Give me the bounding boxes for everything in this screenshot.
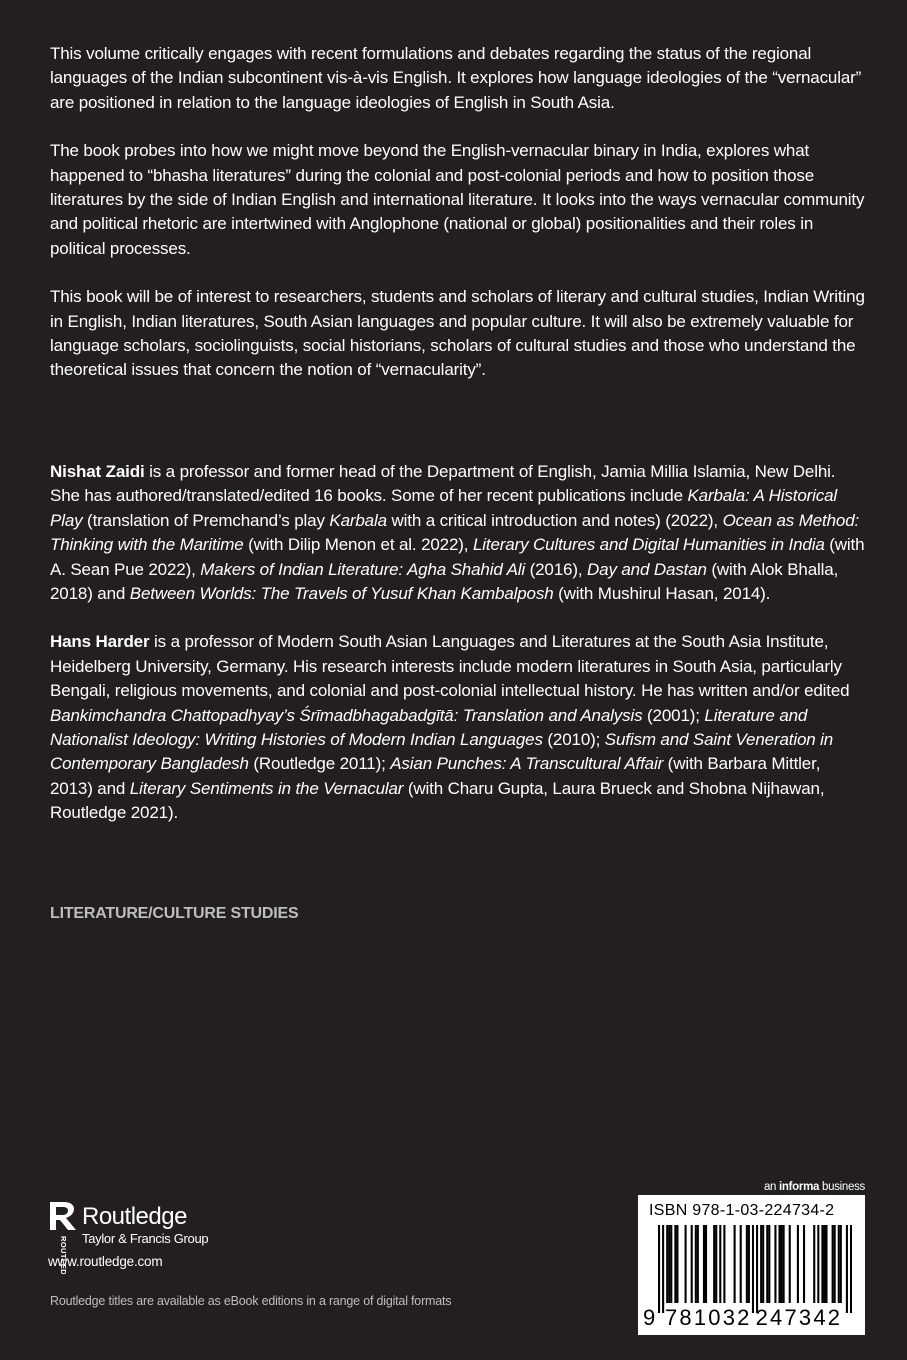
- barcode-bar: [781, 1225, 783, 1303]
- barcode-bar: [695, 1225, 697, 1303]
- isbn-label: ISBN 978-1-03-224734-2: [649, 1202, 835, 1219]
- barcode-bar: [817, 1225, 819, 1303]
- barcode-bar: [762, 1225, 764, 1303]
- barcode-bar: [789, 1225, 791, 1303]
- barcode-bar: [719, 1225, 721, 1303]
- publisher-url[interactable]: www.routledge.com: [48, 1254, 163, 1269]
- informa-business-tagline: an informa business: [763, 1181, 865, 1193]
- book-title: Bankimchandra Chattopadhyay’s Śrīmadbhagabadgītā: Translation and Analysis: [50, 705, 643, 725]
- barcode-bar: [713, 1225, 715, 1303]
- barcode-bar: [832, 1225, 834, 1303]
- isbn-barcode: [638, 1195, 865, 1335]
- book-title: Literary Sentiments in the Vernacular: [129, 778, 404, 798]
- barcode-bar: [840, 1225, 842, 1303]
- barcode-bar: [662, 1225, 664, 1313]
- barcode-bar: [715, 1225, 717, 1303]
- barcode-bar: [766, 1225, 768, 1303]
- description-paragraph-3: This book will be of interest to researchers, students and scholars of literary and cultural studies, Indian Writing in English, Indian literatures, South Asian languages and popular culture. It will also be extremely valuable for language scholars, sociolinguists, social historians, scholars of cultural studies and those who understand the theoretical issues that concern the notion of “vernacularity”.: [50, 287, 865, 380]
- barcode-bar: [723, 1225, 725, 1303]
- description-paragraph-1: This volume critically engages with recent formulations and debates regarding the status of the regional languages of the Indian subcontinent vis-à-vis English. It explores how language ideologies of the “vernacular” are positioned in relation to the language ideologies of English in South Asia.: [50, 44, 862, 112]
- barcode-bar: [803, 1225, 805, 1303]
- book-title: Literary Cultures and Digital Humanities in India: [472, 535, 825, 555]
- bio-hans-harder: Hans Harder is a professor of Modern South Asian Languages and Literatures at the South Asia Institute, Heidelberg University, Germany. His research interests include modern literatures in South Asia, particularly Bengali, religious movements, and colonial and post-colonial intellectual history. He has written and/or edited Bankimchandra Chattopadhyay’s Śrīmadbhagabadgītā: Translation and Analysis (2001); Literature and Nationalist Ideology: Writing Histories of Modern Indian Languages (2010); Sufism and Saint Veneration in Contemporary Bangladesh (Routledge 2011); Asian Punches: A Transcultural Affair (with Barbara Mittler, 2013) and Literary Sentiments in the Vernacular (with Charu Gupta, Laura Brueck and Shobna Nijhawan, Routledge 2021).: [50, 632, 850, 823]
- author-name: Nishat Zaidi: [50, 462, 145, 481]
- barcode-bar: [746, 1225, 748, 1303]
- barcode-bar: [813, 1225, 815, 1303]
- barcode-digits: 9 781032 247342: [643, 1305, 843, 1330]
- barcode-bar: [825, 1225, 827, 1303]
- description-paragraph-2: The book probes into how we might move beyond the English-vernacular binary in India, explores what happened to “bhasha literatures” during the colonial and post-colonial periods and how to position those literatures by the side of Indian English and international literature. It looks into the ways vernacular community and political rhetoric are intertwined with Anglophone (national or global) positionalities and their roles in political processes.: [50, 141, 865, 258]
- publisher-group: Taylor & Francis Group: [82, 1231, 209, 1246]
- book-title: Karbala: A Historical Play: [50, 486, 838, 530]
- barcode-bar: [668, 1225, 670, 1303]
- barcode-bar: [658, 1225, 660, 1313]
- barcode-bar: [821, 1225, 823, 1303]
- book-title: Literature and Nationalist Ideology: Writing Histories of Modern Indian Languages: [50, 705, 808, 750]
- barcode-bar: [670, 1225, 672, 1303]
- barcode-bar: [685, 1225, 687, 1303]
- barcode-bar: [783, 1225, 785, 1303]
- barcode-bar: [666, 1225, 668, 1303]
- vertical-brand-text: ROUTLEDGE: [59, 1236, 68, 1274]
- barcode-bar: [846, 1225, 848, 1313]
- book-title: Karbala: [329, 510, 387, 530]
- barcode-bar: [691, 1225, 693, 1303]
- barcode-bar: [748, 1225, 750, 1303]
- barcode-bar: [838, 1225, 840, 1303]
- barcode-bar: [676, 1225, 678, 1303]
- book-title: Day and Dastan: [587, 559, 707, 579]
- book-description: [50, 42, 865, 407]
- bio-nishat-zaidi: Nishat Zaidi is a professor and former head of the Department of English, Jamia Millia Islamia, New Delhi. She has authored/translated/edited 16 books. Some of her recent publications include Karbala: A Historical Play (translation of Premchand’s play Karbala with a critical introduction and notes) (2022), Ocean as Method: Thinking with the Maritime (with Dilip Menon et al. 2022), Literary Cultures and Digital Humanities in India (with A. Sean Pue 2022), Makers of Indian Literature: Agha Shahid Ali (2016), Day and Dastan (with Alok Bhalla, 2018) and Between Worlds: The Travels of Yusuf Khan Kambalposh (with Mushirul Hasan, 2014).: [50, 462, 865, 604]
- barcode-bar: [834, 1225, 836, 1303]
- barcode-bar: [850, 1225, 852, 1313]
- barcode-bar: [705, 1225, 707, 1303]
- barcode-bar: [740, 1225, 742, 1303]
- book-title: Asian Punches: A Transcultural Affair: [390, 754, 664, 774]
- publisher-name: Routledge: [82, 1203, 187, 1230]
- barcode-bar: [797, 1225, 799, 1303]
- barcode-bar: [703, 1225, 705, 1303]
- subject-category: LITERATURE/CULTURE STUDIES: [50, 905, 299, 922]
- author-name: Hans Harder: [50, 632, 150, 652]
- book-title: Ocean as Method: Thinking with the Maritime: [50, 510, 860, 555]
- barcode-bar: [734, 1225, 736, 1303]
- ebook-note: Routledge titles are available as eBook editions in a range of digital formats: [50, 1294, 452, 1308]
- barcode-bar: [697, 1225, 699, 1303]
- barcode-bar: [823, 1225, 825, 1303]
- barcode-bar: [674, 1225, 676, 1303]
- barcode-bar: [774, 1225, 776, 1303]
- book-title: Sufism and Saint Veneration in Contemporary Bangladesh: [50, 730, 834, 774]
- barcode-bar: [756, 1225, 758, 1313]
- book-title: Makers of Indian Literature: Agha Shahid Ali: [200, 559, 526, 579]
- book-title: Between Worlds: The Travels of Yusuf Khan Kambalposh: [129, 584, 554, 604]
- barcode-bar: [778, 1225, 780, 1303]
- barcode-bar: [752, 1225, 754, 1313]
- barcode-bar: [760, 1225, 762, 1303]
- barcode-bars: [658, 1225, 852, 1313]
- author-bios: [50, 460, 865, 850]
- barcode-bar: [768, 1225, 770, 1303]
